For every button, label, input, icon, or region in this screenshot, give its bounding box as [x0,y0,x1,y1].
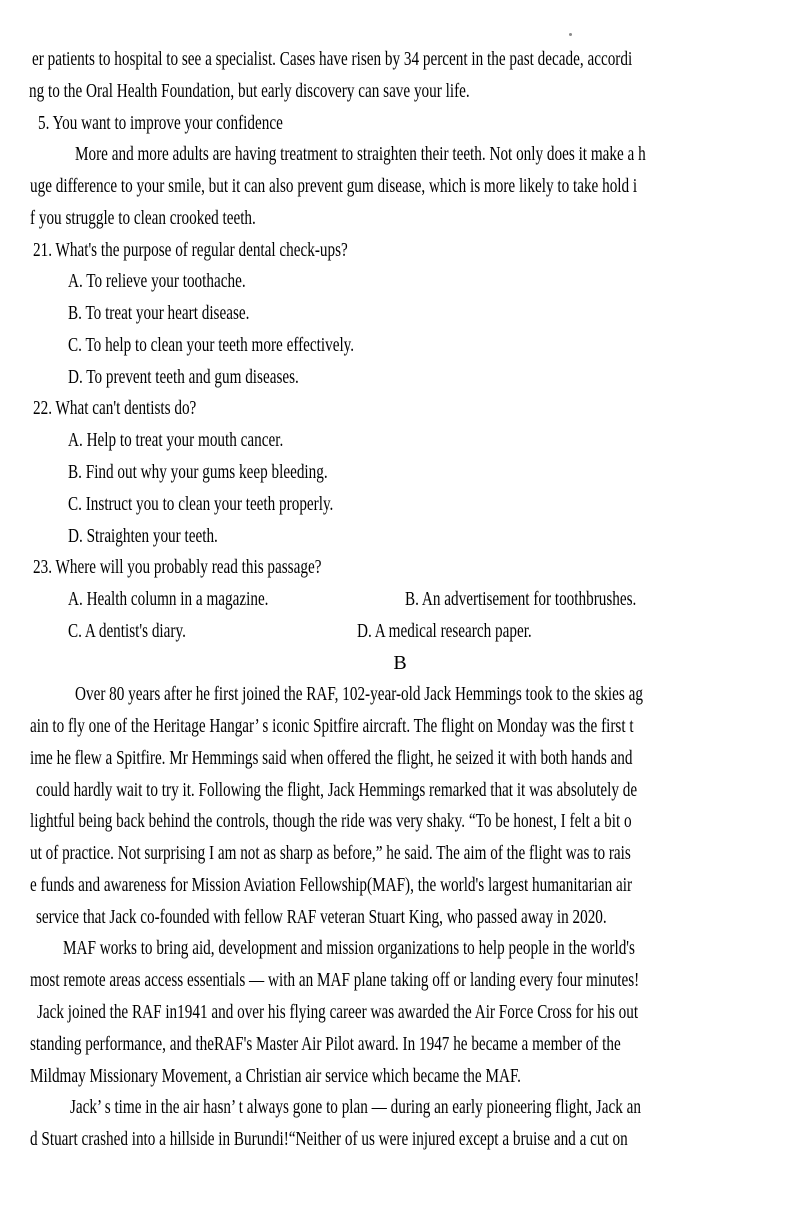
item5-body-line: f you struggle to clean crooked teeth. [30,207,256,229]
q23-option-d: D. A medical research paper. [357,620,532,642]
q23-option-b: B. An advertisement for toothbrushes. [405,588,637,610]
item5-body-line: More and more adults are having treatment to straighten their teeth. Not only does it make a h [75,143,646,165]
q23-options-row-2 [0,619,800,643]
passage-b-line: standing performance, and theRAF's Master Air Pilot award. In 1947 he became a member of the [30,1033,621,1055]
passage-b-line: e funds and awareness for Mission Aviation Fellowship(MAF), the world's largest humanitarian air [30,874,633,896]
q23-option-c: C. A dentist's diary. [68,620,186,642]
q23-options-row-1 [0,587,800,611]
q21-option-d: D. To prevent teeth and gum diseases. [68,366,299,388]
passage-b-line: most remote areas access essentials — with an MAF plane taking off or landing every four minutes! [30,969,640,991]
passage-b-line: d Stuart crashed into a hillside in Burundi!“Neither of us were injured except a bruise and a cut on [30,1128,628,1150]
q21-option-b: B. To treat your heart disease. [68,302,250,324]
passage-b-line: ain to fly one of the Heritage Hangar’ s iconic Spitfire aircraft. The flight on Monday was the first t [30,715,634,737]
passage-b-line: ut of practice. Not surprising I am not as sharp as before,” he said. The aim of the flight was to rais [30,842,631,864]
passage-b-line: could hardly wait to try it. Following the flight, Jack Hemmings remarked that it was absolutely de [36,779,638,801]
passage-b-line: service that Jack co-founded with fellow RAF veteran Stuart King, who passed away in 2020. [36,906,607,928]
q22-stem: 22. What can't dentists do? [33,397,197,419]
q22-option-b: B. Find out why your gums keep bleeding. [68,461,328,483]
item5-heading: 5. You want to improve your confidence [38,112,283,134]
q21-option-c: C. To help to clean your teeth more effectively. [68,334,355,356]
stray-dot-mark [569,33,572,36]
passage-b-line: Jack’ s time in the air hasn’ t always gone to plan — during an early pioneering flight, Jack an [70,1096,641,1118]
q22-option-d: D. Straighten your teeth. [68,525,218,547]
passage-b-line: lightful being back behind the controls, though the ride was very shaky. “To be honest, I felt a bit o [30,810,632,832]
section-b-header: B [393,652,407,674]
passage-b-line: Over 80 years after he first joined the RAF, 102-year-old Jack Hemmings took to the skies ag [75,683,643,705]
passage-b-line: ime he flew a Spitfire. Mr Hemmings said when offered the flight, he seized it with both hands and [30,747,633,769]
passage-b-line: Mildmay Missionary Movement, a Christian air service which became the MAF. [30,1065,521,1087]
q21-option-a: A. To relieve your toothache. [68,270,246,292]
q22-option-a: A. Help to treat your mouth cancer. [68,429,284,451]
passage-a-line: er patients to hospital to see a specialist. Cases have risen by 34 percent in the past decade, accordi [32,48,633,70]
q21-stem: 21. What's the purpose of regular dental check-ups? [33,239,348,261]
item5-body-line: uge difference to your smile, but it can also prevent gum disease, which is more likely to take hold i [30,175,638,197]
q22-option-c: C. Instruct you to clean your teeth properly. [68,493,334,515]
q23-option-a: A. Health column in a magazine. [68,588,269,610]
passage-a-line: ng to the Oral Health Foundation, but early discovery can save your life. [29,80,470,102]
passage-b-line: MAF works to bring aid, development and mission organizations to help people in the world's [63,937,635,959]
passage-b-line: Jack joined the RAF in1941 and over his flying career was awarded the Air Force Cross for his out [37,1001,639,1023]
q23-stem: 23. Where will you probably read this passage? [33,556,322,578]
